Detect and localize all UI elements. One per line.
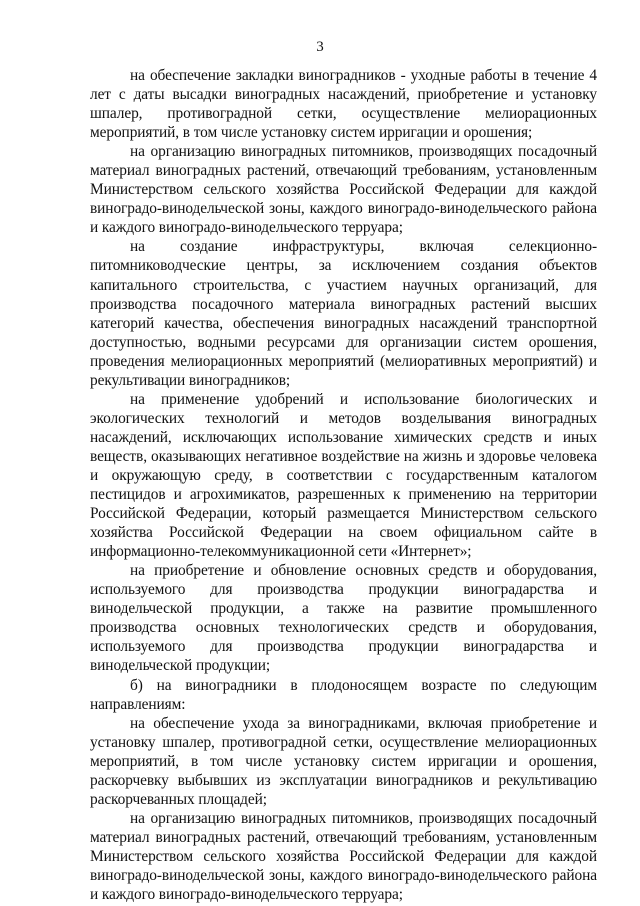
- paragraph-equipment: на приобретение и обновление основных средств и оборудования, используемого для производства продукции виноградарства и винодельческой продукции, а также на развитие промышленного производства основных технологических средств и оборудования, используемого для производства продукции виноградарства и винодельческой продукции;: [90, 562, 597, 675]
- paragraph-fertilizers: на применение удобрений и использование биологических и экологических технологий и методов возделывания виноградных насаждений, исключающих использование химических средств и иных веществ, оказывающих негативное воздействие на жизнь и здоровье человека и окружающую среду, в соответствии с государственным каталогом пестицидов и агрохимикатов, разрешенных к применению на территории Российской Федерации, который размещается Министерством сельского хозяйства Российской Федерации на своем официальном сайте в информационно-телекоммуникационной сети «Интернет»;: [90, 390, 597, 561]
- paragraph-infrastructure: на создание инфраструктуры, включая селекционно-питомниководческие центры, за исключением создания объектов капитального строительства, с участием научных организаций, для производства посадочного материала виноградных растений высших категорий качества, обеспечения виноградных насаждений транспортной доступностью, водными ресурсами для организации систем орошения, проведения мелиорационных мероприятий (мелиоративных мероприятий) и рекультивации виноградников;: [90, 238, 597, 389]
- paragraph-nurseries: на организацию виноградных питомников, производящих посадочный материал виноградных растений, отвечающий требованиям, установленным Министерством сельского хозяйства Российской Федерации для каждой виноградо-винодельческой зоны, каждого виноградо-винодельческого района и каждого виноградо-винодельческого терруара;: [90, 143, 597, 237]
- document-body: [90, 66, 597, 904]
- paragraph-vineyard-care: на обеспечение ухода за виноградниками, включая приобретение и установку шпалер, противоградной сетки, осуществление мелиорационных мероприятий, в том числе установку систем ирригации и орошения, раскорчевку выбывших из эксплуатации виноградников и рекультивацию раскорчеванных площадей;: [90, 714, 597, 808]
- paragraph-planting-care: на обеспечение закладки виноградников - уходные работы в течение 4 лет с даты высадки виноградных насаждений, приобретение и установку шпалер, противоградной сетки, осуществление мелиорационных мероприятий, в том числе установку систем ирригации и орошения;: [90, 67, 597, 142]
- paragraph-fruiting-vineyards: б) на виноградники в плодоносящем возрасте по следующим направлениям:: [90, 676, 597, 713]
- page-number: 3: [316, 39, 324, 55]
- paragraph-nurseries-fruiting: на организацию виноградных питомников, производящих посадочный материал виноградных растений, отвечающий требованиям, установленным Министерством сельского хозяйства Российской Федерации для каждой виноградо-винодельческой зоны, каждого виноградо-винодельческого района и каждого виноградо-винодельческого терруара;: [90, 809, 597, 904]
